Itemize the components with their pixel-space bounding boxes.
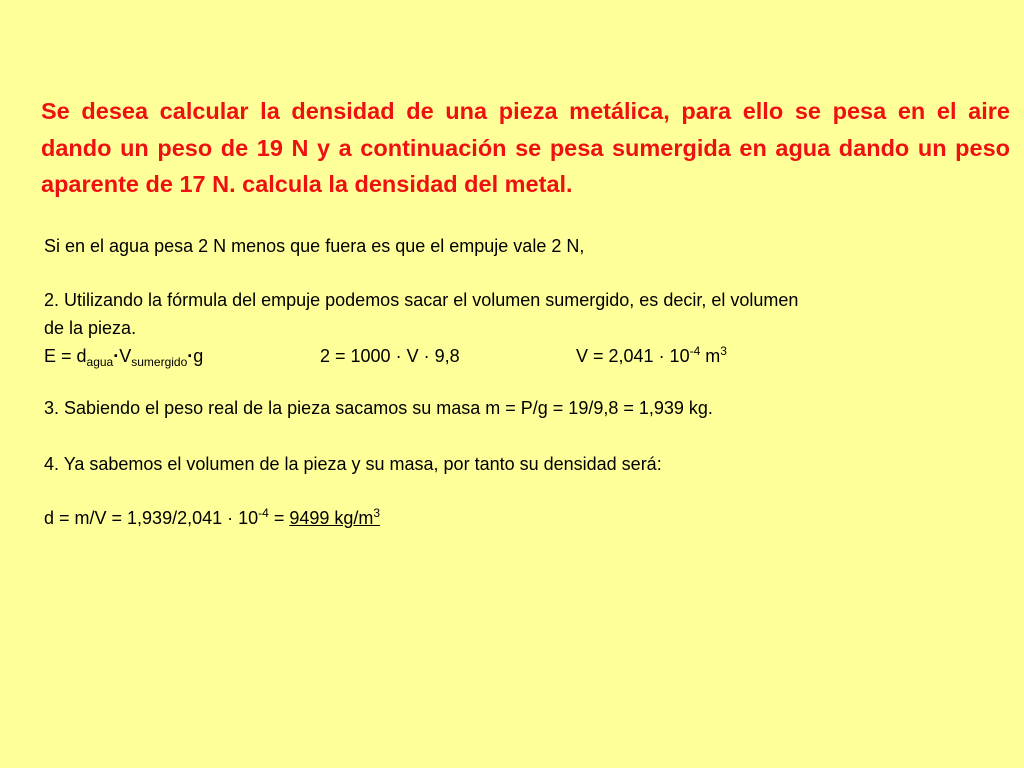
volume-unit: m xyxy=(700,346,721,366)
final-answer xyxy=(289,508,380,528)
result-prefix: d = m/V = 1,939/2,041 · 10 xyxy=(44,508,259,528)
step-4-text: 4. Ya sabemos el volumen de la pieza y su masa, por tanto su densidad será: xyxy=(44,454,662,474)
formula-v-subscript: sumergido xyxy=(131,355,188,369)
step-3-text: 3. Sabiendo el peso real de la pieza sacamos su masa m = P/g = 19/9,8 = 1,939 kg. xyxy=(44,398,713,418)
equation-volume-result xyxy=(576,342,727,370)
formula-e-prefix: E = d xyxy=(44,346,87,366)
formula-g: g xyxy=(193,346,204,366)
multiplication-dot: · xyxy=(113,346,120,366)
final-answer-value: 9499 kg/m xyxy=(289,508,374,528)
volume-unit-exponent: 3 xyxy=(720,344,727,358)
empuje-explanation: Si en el agua pesa 2 N menos que fuera es que el empuje vale 2 N, xyxy=(44,236,585,256)
formula-d-subscript: agua xyxy=(86,355,114,369)
equation-substitution: 2 = 1000 · V · 9,8 xyxy=(320,346,460,366)
result-equals: = xyxy=(268,508,290,528)
final-answer-exponent: 3 xyxy=(373,506,381,520)
multiplication-dot: · xyxy=(187,346,194,366)
volume-exponent: -4 xyxy=(689,344,701,358)
step-2-text-line-1: 2. Utilizando la fórmula del empuje podemos sacar el volumen sumergido, es decir, el volumen xyxy=(44,290,799,310)
volume-value: V = 2,041 · 10 xyxy=(576,346,690,366)
step-2-text-line-2: de la pieza. xyxy=(44,318,137,338)
result-exponent: -4 xyxy=(258,506,269,520)
density-result xyxy=(44,504,1004,532)
formula-line xyxy=(44,342,1004,370)
formula-v: V xyxy=(119,346,132,366)
problem-statement: Se desea calcular la densidad de una pieza metálica, para ello se pesa en el aire dando un peso de 19 N y a continuación se pesa sumergida en agua dando un peso aparente de 17 N. calcula la densidad del metal. xyxy=(41,98,1010,197)
